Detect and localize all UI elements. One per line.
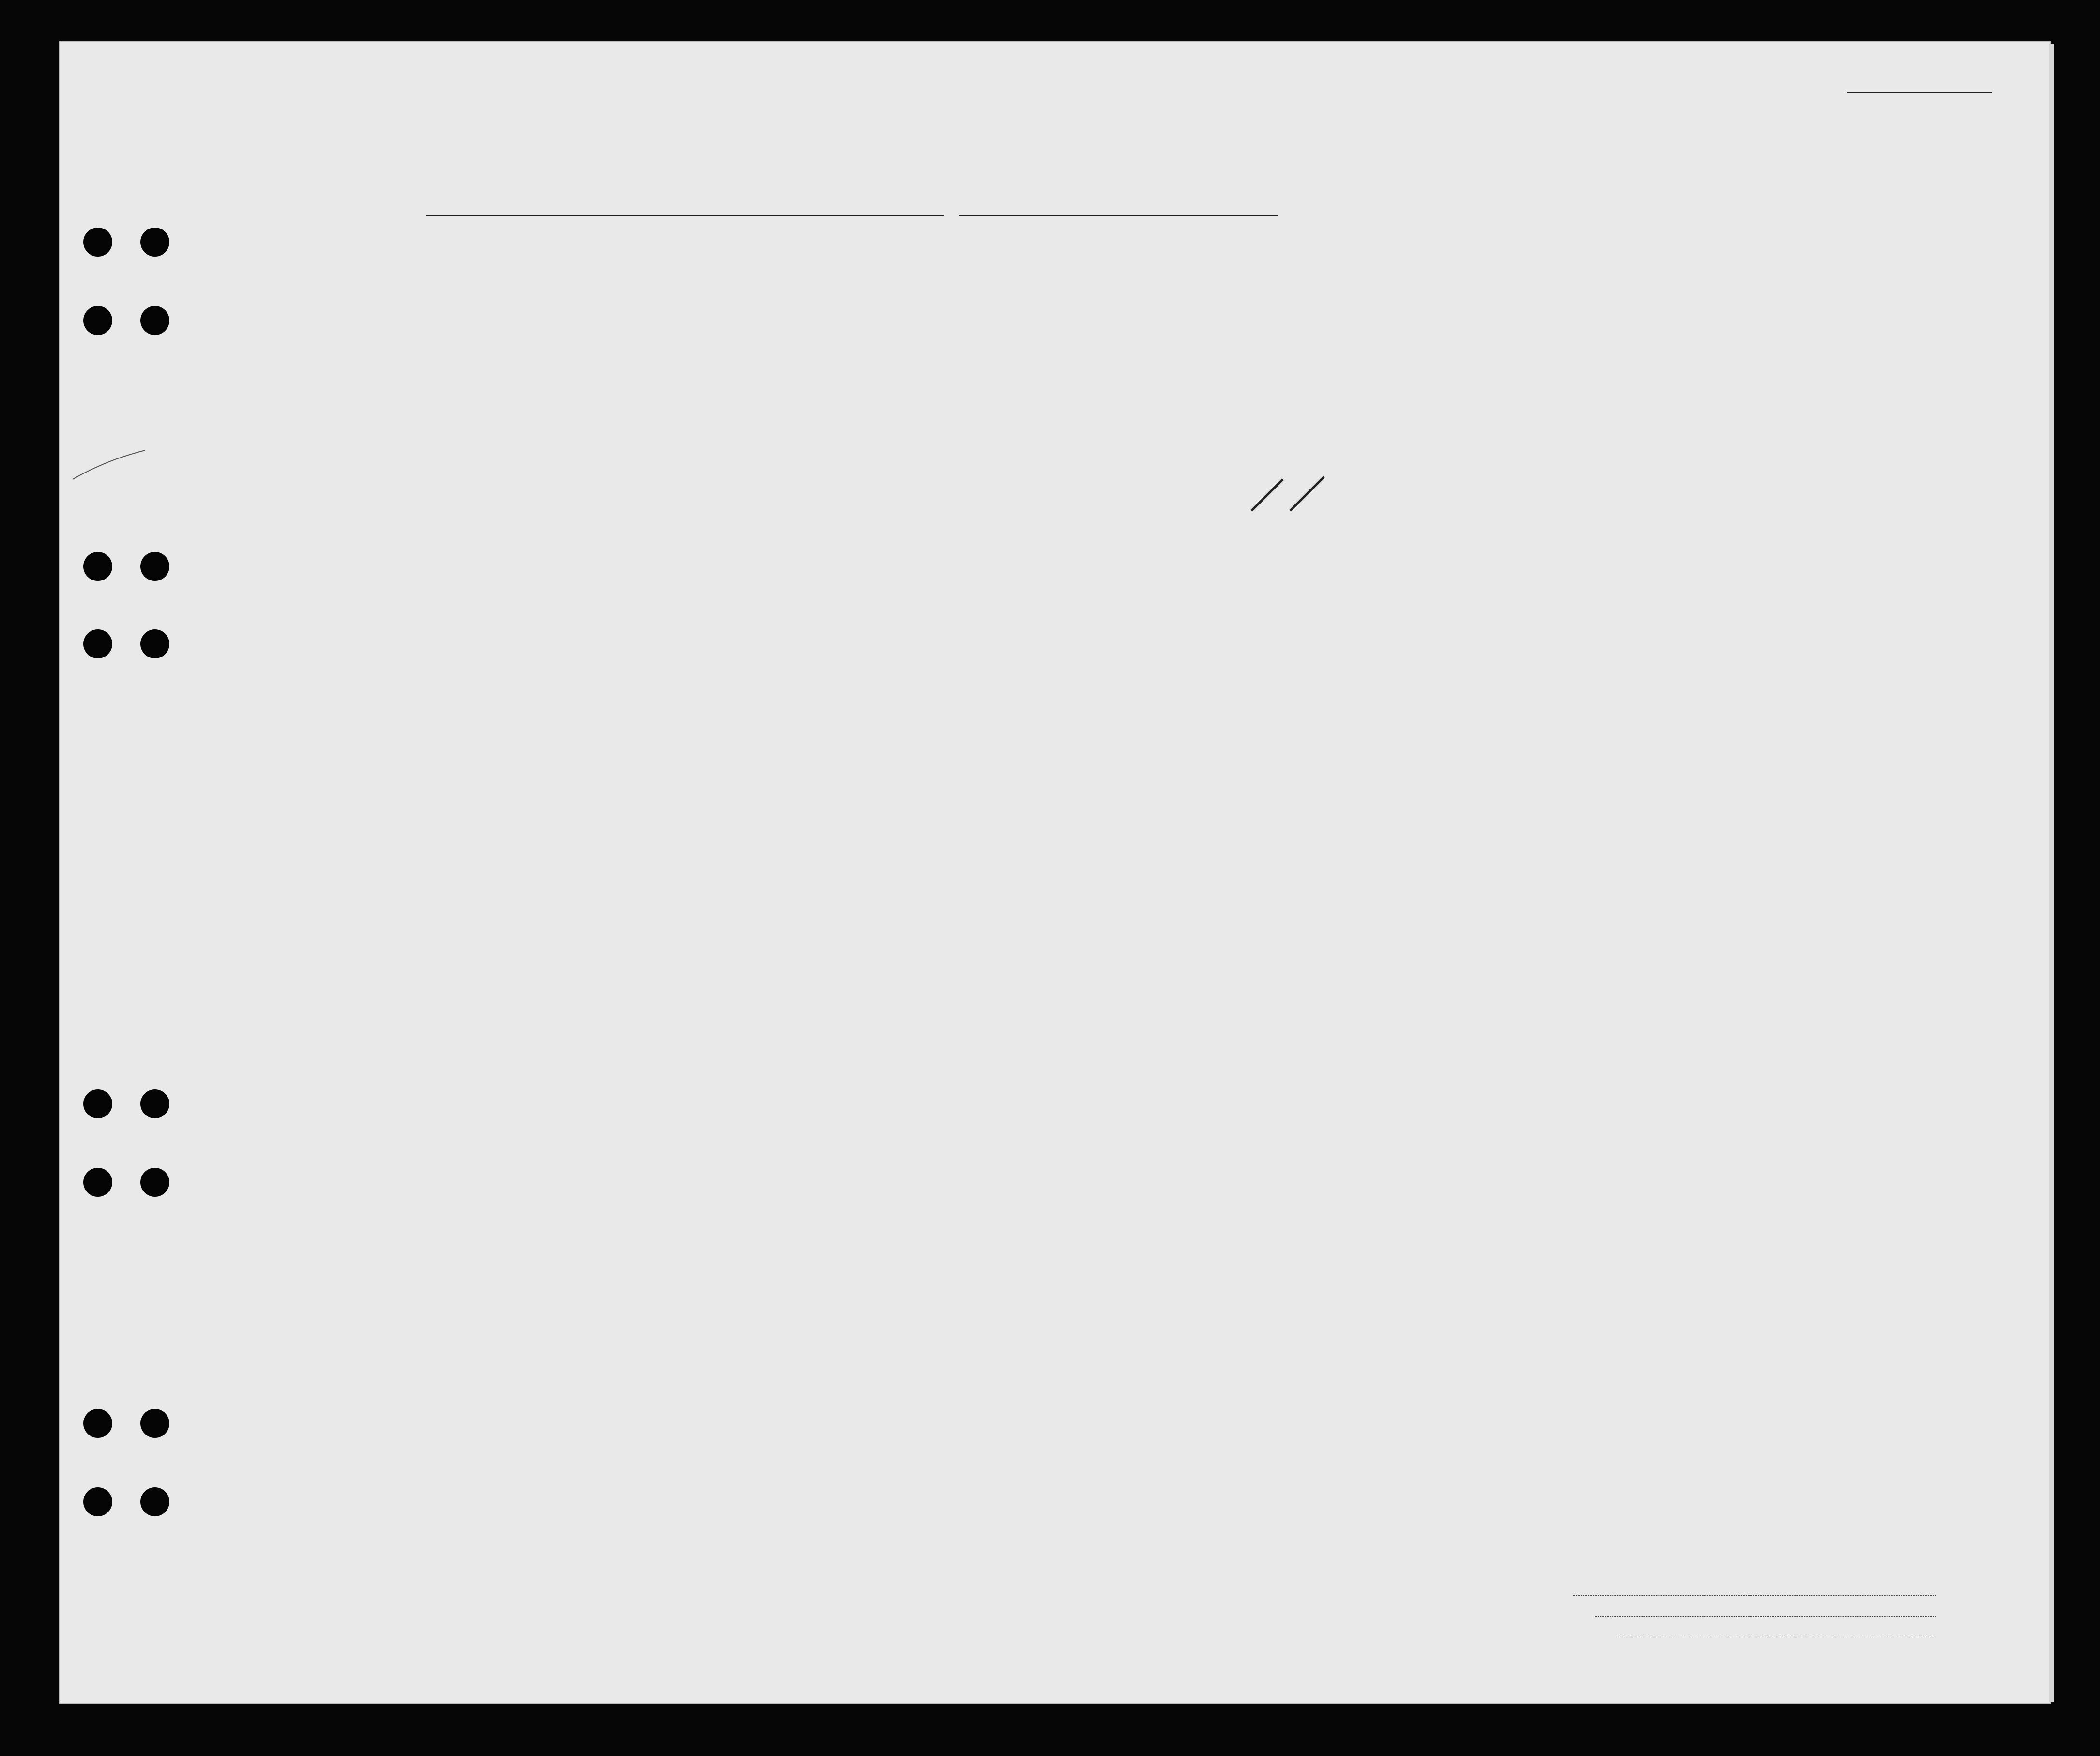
- line-underline: [1573, 1595, 1936, 1597]
- agents-underline: [1617, 1637, 1936, 1638]
- owners-underline: [1595, 1616, 1936, 1618]
